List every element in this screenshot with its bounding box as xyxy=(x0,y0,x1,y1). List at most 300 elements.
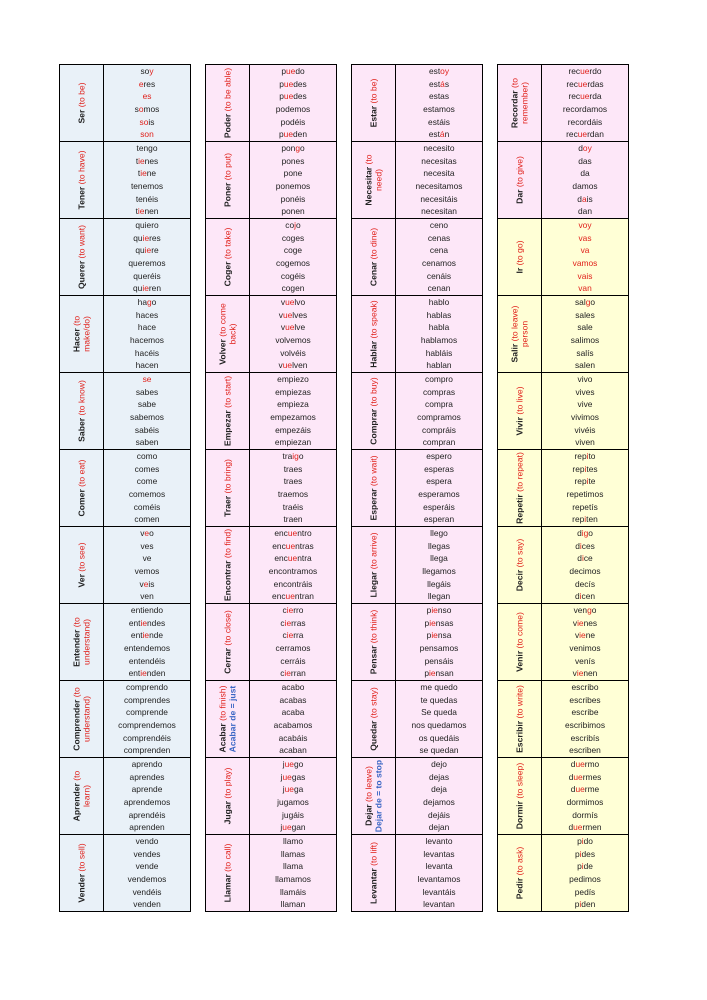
verb-table-4 xyxy=(497,64,629,912)
conjugation-form xyxy=(396,463,482,476)
verb-row xyxy=(352,450,483,527)
verb-label-cell xyxy=(60,681,104,758)
irregular-part: es xyxy=(142,91,152,102)
form-part: d xyxy=(578,143,583,154)
conjugation-form xyxy=(396,771,482,784)
verb-row xyxy=(352,681,483,758)
irregular-part: i xyxy=(586,451,589,462)
form-part: p xyxy=(574,848,580,859)
form-part: aprendo xyxy=(131,759,163,770)
form-part: llaman xyxy=(280,899,306,910)
verb-row xyxy=(60,219,191,296)
form-part: comes xyxy=(134,463,160,474)
form-part: esperan xyxy=(423,514,455,525)
conjugation-form xyxy=(396,719,482,732)
verb-infinitive: Llamar xyxy=(221,874,232,903)
form-part: ent xyxy=(128,668,141,679)
verb-label-cell xyxy=(206,604,250,681)
form-part: ponéis xyxy=(280,193,306,204)
verb-label-cell xyxy=(206,65,250,142)
verb-row xyxy=(352,758,483,835)
conjugation-form xyxy=(250,193,336,206)
conjugation-form xyxy=(104,540,190,553)
form-part: is xyxy=(148,578,155,589)
form-part: entendéis xyxy=(128,655,166,666)
form-part: cenan xyxy=(427,283,451,294)
form-part: tes xyxy=(586,463,598,474)
verb-label-cell xyxy=(60,527,104,604)
irregular-part: ue xyxy=(575,759,585,770)
verb-infinitive: Jugar xyxy=(221,801,232,825)
verb-label-cell xyxy=(352,450,396,527)
conjugation-form xyxy=(542,527,628,540)
form-part: rmo xyxy=(584,759,600,770)
verb-label-cell xyxy=(206,219,250,296)
conjugation-form xyxy=(104,436,190,449)
conjugation-form xyxy=(542,424,628,437)
form-part: to xyxy=(588,451,596,462)
form-part: j xyxy=(282,759,285,770)
verb-translation: (to start) xyxy=(221,375,232,408)
form-part: dejan xyxy=(428,822,450,833)
conjugation-form xyxy=(250,257,336,270)
irregular-part: a xyxy=(581,193,587,204)
form-part: compras xyxy=(422,386,456,397)
form-part: o xyxy=(298,451,304,462)
verb-translation: (to write) xyxy=(513,685,524,719)
conjugation-cell xyxy=(104,219,191,296)
conjugation-form xyxy=(250,783,336,796)
conjugation-form xyxy=(542,116,628,129)
form-part: levantas xyxy=(423,848,455,859)
conjugation-form xyxy=(396,359,482,372)
conjugation-cell xyxy=(396,681,483,758)
verb-infinitive: Recordar xyxy=(509,90,519,129)
verb-infinitive: Encontrar xyxy=(221,560,232,602)
conjugation-cell xyxy=(542,681,629,758)
irregular-part: ue xyxy=(286,66,296,77)
verb-infinitive: Ser xyxy=(75,109,86,124)
verb-label-cell xyxy=(352,527,396,604)
conjugation-form xyxy=(542,128,628,141)
conjugation-form xyxy=(542,590,628,603)
form-part: llego xyxy=(430,528,448,539)
irregular-part: oy xyxy=(582,143,592,154)
form-part: entiendo xyxy=(130,605,164,616)
conjugation-form xyxy=(104,604,190,617)
conjugation-cell xyxy=(396,835,483,912)
verb-translation: (to lift) xyxy=(367,841,378,866)
conjugation-form xyxy=(396,193,482,206)
conjugation-form xyxy=(542,180,628,193)
form-part: p xyxy=(281,66,286,77)
conjugation-form xyxy=(542,232,628,245)
conjugation-cell xyxy=(250,527,337,604)
conjugation-form xyxy=(104,296,190,309)
verb-infinitive: Acabar xyxy=(217,723,227,753)
form-part: qu xyxy=(133,232,143,243)
irregular-part: y xyxy=(149,66,154,77)
form-part: rra xyxy=(293,630,304,641)
conjugation-form xyxy=(250,232,336,245)
verb-infinitive: Traer xyxy=(221,495,232,517)
form-part: hablas xyxy=(426,309,452,320)
conjugation-form xyxy=(396,552,482,565)
verb-row xyxy=(60,65,191,142)
form-part: como xyxy=(136,451,158,462)
conjugation-form xyxy=(542,219,628,232)
conjugation-form xyxy=(396,347,482,360)
conjugation-form xyxy=(542,244,628,257)
verb-row xyxy=(60,681,191,758)
conjugation-form xyxy=(250,617,336,630)
conjugation-form xyxy=(542,821,628,834)
conjugation-form xyxy=(396,167,482,180)
conjugation-cell xyxy=(542,758,629,835)
verb-infinitive: Repetir xyxy=(513,494,524,524)
irregular-part: ue xyxy=(284,759,294,770)
form-part: cena xyxy=(429,245,449,256)
form-part: levantamos xyxy=(417,874,461,884)
irregular-part: vais xyxy=(577,270,593,281)
form-part: compra xyxy=(425,399,453,410)
form-part: levantáis xyxy=(422,886,456,897)
conjugation-form xyxy=(396,642,482,655)
form-part: est xyxy=(428,129,440,140)
conjugation-form xyxy=(104,898,190,911)
form-part: rec xyxy=(568,66,581,77)
form-part: des xyxy=(293,91,307,102)
form-part: podéis xyxy=(280,116,306,127)
form-part: compro xyxy=(425,374,453,385)
irregular-part: ue xyxy=(283,91,294,102)
form-part: tenéis xyxy=(135,193,159,204)
conjugation-form xyxy=(396,475,482,488)
irregular-part: ie xyxy=(431,630,438,641)
irregular-part: vas xyxy=(578,232,592,243)
conjugation-form xyxy=(104,321,190,334)
conjugation-form xyxy=(396,436,482,449)
verb-translation: (to think) xyxy=(367,609,378,644)
conjugation-form xyxy=(542,167,628,180)
conjugation-form xyxy=(104,590,190,603)
irregular-part: son xyxy=(140,129,154,140)
conjugation-form xyxy=(250,527,336,540)
conjugation-form xyxy=(250,244,336,257)
form-part: de xyxy=(583,861,593,872)
verb-infinitive: Saber xyxy=(75,417,86,442)
form-part: lven xyxy=(292,360,308,371)
conjugation-form xyxy=(104,65,190,78)
conjugation-cell xyxy=(104,296,191,373)
form-part: v xyxy=(278,309,283,320)
conjugation-form xyxy=(104,860,190,873)
conjugation-form xyxy=(396,334,482,347)
form-part: d xyxy=(575,540,580,551)
form-part: qu xyxy=(133,283,143,294)
form-part: compran xyxy=(422,437,456,448)
conjugation-form xyxy=(250,180,336,193)
form-part: vemos xyxy=(134,566,160,576)
conjugation-form xyxy=(104,719,190,732)
form-part: cenamos xyxy=(422,258,456,268)
irregular-part: ie xyxy=(579,630,586,641)
verb-label-cell xyxy=(60,450,104,527)
verb-row xyxy=(498,142,629,219)
verb-label-cell xyxy=(206,758,250,835)
form-part: compráis xyxy=(422,424,456,435)
verb-row xyxy=(498,681,629,758)
conjugation-form xyxy=(542,860,628,873)
conjugation-form xyxy=(250,501,336,514)
conjugation-form xyxy=(104,809,190,822)
conjugation-form xyxy=(396,513,482,526)
form-part: o xyxy=(149,528,154,539)
form-part: queréis xyxy=(133,270,161,281)
form-part: v xyxy=(139,578,144,589)
form-part: espero xyxy=(426,451,452,462)
verb-table-1 xyxy=(59,64,191,912)
conjugation-form xyxy=(104,744,190,757)
verb-label-cell xyxy=(498,604,542,681)
verb-row xyxy=(498,604,629,681)
form-part: v xyxy=(574,630,580,641)
verb-label-cell xyxy=(60,296,104,373)
conjugation-form xyxy=(104,629,190,642)
verb-label-cell xyxy=(206,835,250,912)
form-part: p xyxy=(577,836,582,847)
irregular-part: i xyxy=(581,553,584,564)
form-part: espera xyxy=(426,476,452,487)
form-part: dormimos xyxy=(566,797,604,807)
conjugation-form xyxy=(104,386,190,399)
verb-infinitive: Poder xyxy=(221,113,232,139)
form-part: nsas xyxy=(435,617,454,628)
verb-row xyxy=(352,296,483,373)
conjugation-form xyxy=(542,744,628,757)
conjugation-form xyxy=(396,744,482,757)
verb-infinitive: Vender xyxy=(75,873,86,903)
conjugation-form xyxy=(542,732,628,745)
form-part: deja xyxy=(431,784,447,795)
form-part: so xyxy=(140,66,150,77)
conjugation-form xyxy=(542,706,628,719)
conjugation-cell xyxy=(250,681,337,758)
verb-label-cell xyxy=(60,604,104,681)
verb-label-cell xyxy=(206,450,250,527)
conjugation-form xyxy=(250,309,336,322)
conjugation-form xyxy=(396,296,482,309)
form-part: o xyxy=(296,220,301,231)
verb-translation: (to close) xyxy=(221,610,232,646)
form-part: encontramos xyxy=(268,566,318,576)
verb-infinitive: Venir xyxy=(513,650,524,672)
conjugation-cell xyxy=(396,450,483,527)
form-part: o xyxy=(299,143,305,154)
form-part: te quedas xyxy=(420,694,458,705)
form-part: llama xyxy=(282,861,303,872)
irregular-part: ie xyxy=(137,206,145,217)
irregular-part: ie xyxy=(286,605,294,616)
conjugation-form xyxy=(104,771,190,784)
verb-infinitive: Estar xyxy=(367,105,378,128)
irregular-part: ue xyxy=(284,784,294,795)
conjugation-form xyxy=(104,103,190,116)
form-part: dejamos xyxy=(423,797,455,807)
verb-row xyxy=(206,527,337,604)
verb-row xyxy=(60,835,191,912)
form-part: hacemos xyxy=(130,335,164,345)
conjugation-form xyxy=(250,167,336,180)
form-part: t xyxy=(135,206,138,217)
verb-translation: (to say) xyxy=(513,538,524,568)
conjugation-cell xyxy=(542,527,629,604)
form-part: coméis xyxy=(133,501,161,512)
verb-infinitive: Poner xyxy=(221,182,232,207)
form-part: volvemos xyxy=(275,335,311,345)
form-part: viven xyxy=(575,437,595,448)
conjugation-form xyxy=(104,270,190,283)
form-part: vende xyxy=(135,861,159,872)
irregular-part: ue xyxy=(577,129,588,140)
irregular-part: ue xyxy=(580,66,590,77)
conjugation-cell xyxy=(250,450,337,527)
conjugation-form xyxy=(104,116,190,129)
conjugation-form xyxy=(104,681,190,694)
conjugation-form xyxy=(104,257,190,270)
irregular-part: ie xyxy=(142,232,150,243)
conjugation-form xyxy=(250,142,336,155)
irregular-part: i xyxy=(579,540,582,551)
verb-row xyxy=(206,758,337,835)
verb-translation: (to find) xyxy=(221,528,232,559)
conjugation-form xyxy=(250,719,336,732)
verb-label-cell xyxy=(352,373,396,450)
irregular-part: so xyxy=(139,116,149,127)
form-part: hablan xyxy=(426,360,452,371)
conjugation-form xyxy=(542,257,628,270)
form-part: d xyxy=(568,822,574,833)
form-part: nos quedamos xyxy=(411,720,467,730)
irregular-part: oy xyxy=(440,66,450,77)
form-part: o xyxy=(591,605,597,616)
form-part: estamos xyxy=(423,104,455,114)
form-part: vivo xyxy=(577,374,593,385)
form-part: co xyxy=(285,220,295,231)
form-part: sal xyxy=(574,297,586,308)
form-part: damos xyxy=(572,181,598,191)
verb-column-3 xyxy=(351,64,483,912)
conjugation-form xyxy=(104,758,190,771)
verb-translation: (to live) xyxy=(513,386,524,415)
conjugation-form xyxy=(250,398,336,411)
conjugation-cell xyxy=(104,373,191,450)
irregular-part: va xyxy=(580,245,590,256)
verb-infinitive: Cenar xyxy=(367,261,378,287)
form-part: vivimos xyxy=(571,412,599,422)
verb-infinitive: Empezar xyxy=(221,410,232,447)
verb-translation: (to know) xyxy=(75,380,86,416)
verb-row xyxy=(352,65,483,142)
verb-translation: (to come back) xyxy=(217,303,237,345)
conjugation-form xyxy=(396,617,482,630)
form-part: enc xyxy=(274,553,288,564)
form-part: d xyxy=(574,591,580,602)
conjugation-form xyxy=(396,821,482,834)
form-part: salen xyxy=(574,360,596,371)
form-part: ces xyxy=(581,540,595,551)
irregular-part: ue xyxy=(283,129,293,140)
form-part: dejo xyxy=(431,759,447,770)
conjugation-form xyxy=(396,655,482,668)
form-part: jugáis xyxy=(282,809,304,820)
verb-label-cell xyxy=(60,65,104,142)
conjugation-form xyxy=(104,463,190,476)
verb-translation: (to buy) xyxy=(367,377,378,407)
form-part: vive xyxy=(577,399,593,410)
form-part: pones xyxy=(281,155,305,166)
verb-row xyxy=(206,142,337,219)
verb-translation: (to eat) xyxy=(75,459,86,487)
verb-translation: (to repeat) xyxy=(513,452,524,492)
form-part: rep xyxy=(574,451,587,462)
conjugation-form xyxy=(396,411,482,424)
verb-label-cell xyxy=(352,604,396,681)
form-part: hablo xyxy=(428,297,450,308)
form-part: venís xyxy=(574,655,596,666)
conjugation-form xyxy=(250,552,336,565)
verb-infinitive: Entender xyxy=(71,629,81,667)
irregular-part: ue xyxy=(578,78,588,89)
conjugation-form xyxy=(542,783,628,796)
irregular-part: ie xyxy=(284,617,292,628)
form-part: ponemos xyxy=(275,181,311,191)
form-part: comprenden xyxy=(123,745,171,756)
irregular-part: ue xyxy=(573,771,583,782)
verb-infinitive: Ver xyxy=(75,574,86,588)
conjugation-form xyxy=(542,629,628,642)
verb-translation: (to go) xyxy=(513,240,524,266)
conjugation-form xyxy=(542,282,628,295)
conjugation-form xyxy=(250,744,336,757)
form-part: Se queda xyxy=(421,707,457,718)
conjugation-form xyxy=(250,898,336,911)
form-part: o xyxy=(151,297,157,308)
verb-row xyxy=(206,373,337,450)
conjugation-cell xyxy=(542,142,629,219)
verb-infinitive: Comprar xyxy=(367,408,378,445)
form-part: j xyxy=(282,784,285,795)
conjugation-form xyxy=(104,732,190,745)
conjugation-form xyxy=(250,860,336,873)
conjugation-form xyxy=(250,565,336,578)
form-part: cerráis xyxy=(280,655,306,666)
conjugation-form xyxy=(542,347,628,360)
conjugation-form xyxy=(542,667,628,680)
irregular-part: ue xyxy=(285,540,296,551)
form-part: vivéis xyxy=(574,424,596,435)
form-part: hablamos xyxy=(420,335,458,345)
form-part: v xyxy=(572,617,578,628)
form-part: coges xyxy=(281,232,305,243)
conjugation-form xyxy=(542,436,628,449)
irregular-part: i xyxy=(586,476,589,487)
conjugation-form xyxy=(104,706,190,719)
form-part: repetimos xyxy=(566,489,604,499)
conjugation-form xyxy=(542,835,628,848)
form-part: sabe xyxy=(137,399,157,410)
form-part: coge xyxy=(283,245,303,256)
